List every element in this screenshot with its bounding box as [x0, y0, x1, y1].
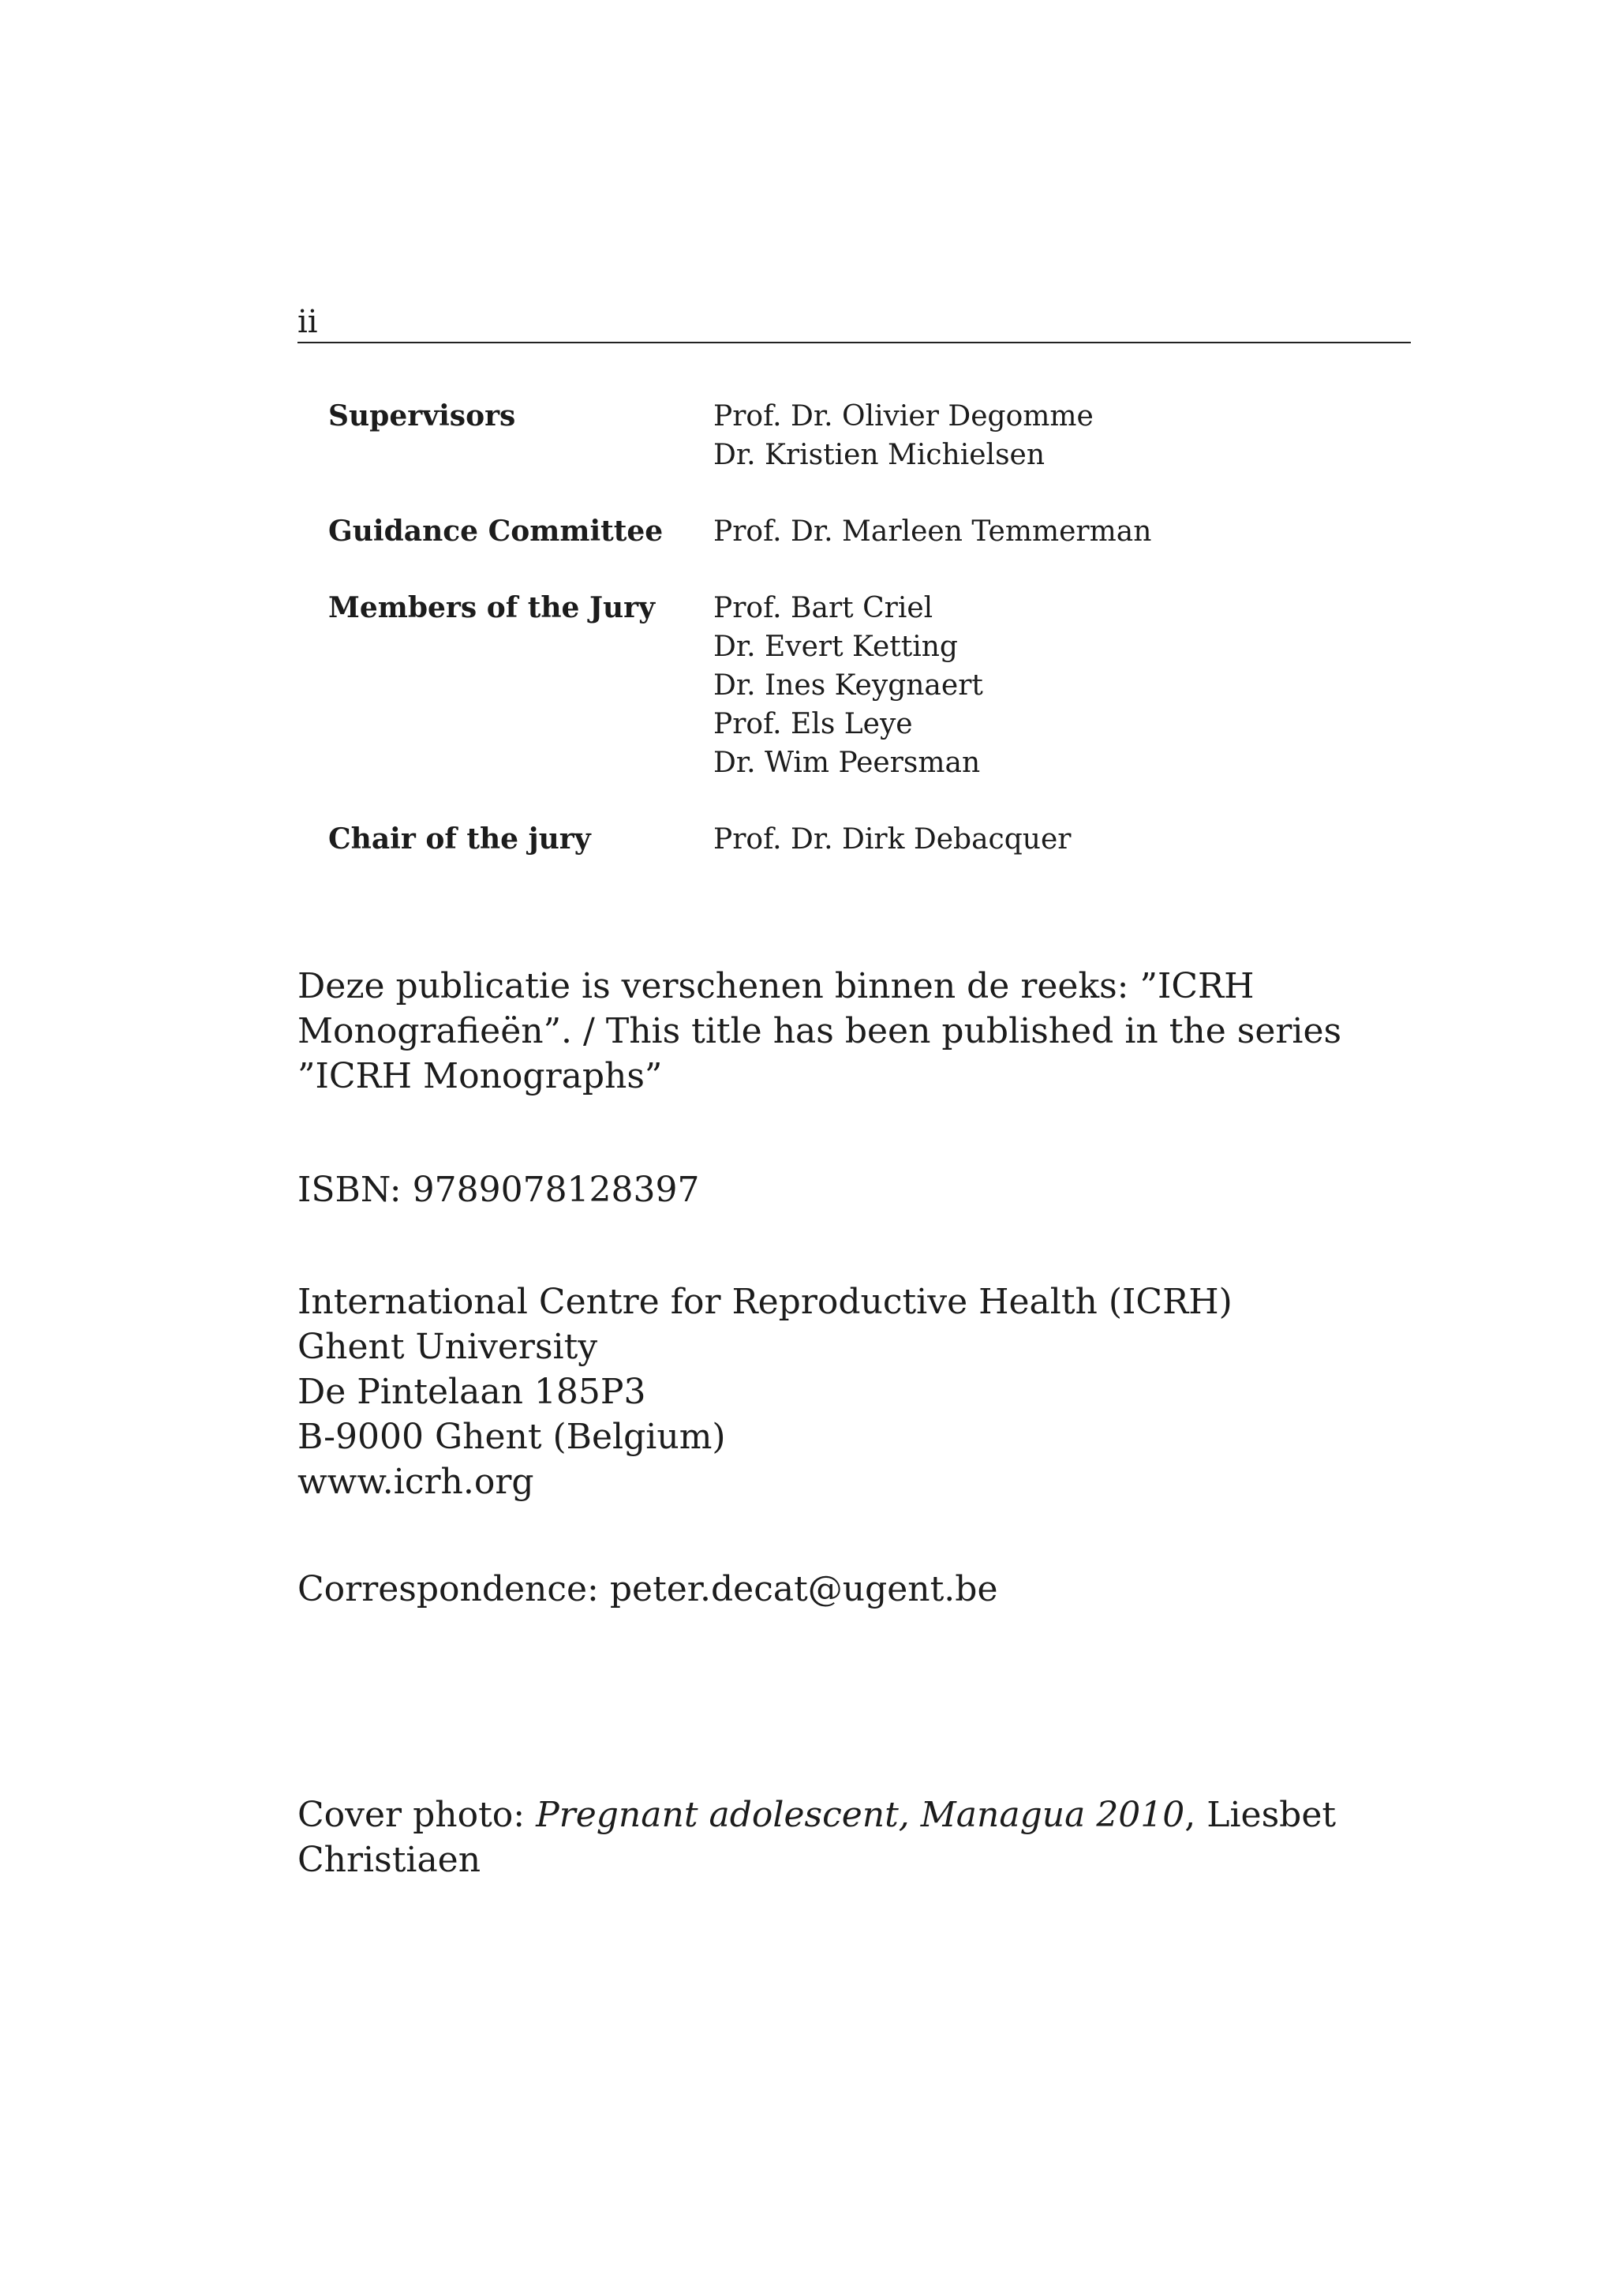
series-note-line: Monografieën”. / This title has been published in the series	[297, 1011, 1342, 1051]
person-name: Dr. Ines Keygnaert	[713, 669, 983, 702]
cover-photo-title: Pregnant adolescent, Managua 2010	[536, 1795, 1185, 1835]
person-name: Dr. Kristien Michielsen	[713, 439, 1046, 471]
role-row-jury-chair	[328, 820, 1393, 859]
website-link[interactable]: www.icrh.org	[297, 1462, 534, 1502]
publisher-address	[297, 1279, 1434, 1504]
role-row-jury-members	[328, 589, 1393, 782]
cover-photo-line	[297, 1792, 1434, 1837]
cover-photo-prefix: Cover photo:	[297, 1795, 537, 1835]
person-name: Dr. Evert Ketting	[713, 631, 958, 663]
person-name: Dr. Wim Peersman	[713, 747, 981, 779]
person-name: Prof. Els Leye	[713, 708, 913, 740]
address-line: Ghent University	[297, 1327, 598, 1367]
cover-photo-credit	[297, 1792, 1434, 1882]
cover-photo-photographer: Christiaen	[297, 1840, 481, 1880]
role-people	[713, 512, 1151, 551]
role-row-guidance-committee	[328, 512, 1393, 551]
header-rule	[297, 342, 1411, 343]
address-line: De Pintelaan 185P3	[297, 1372, 646, 1412]
person-name: Prof. Dr. Olivier Degomme	[713, 400, 1094, 433]
role-label: Supervisors	[328, 399, 516, 433]
person-name: Prof. Dr. Marleen Temmerman	[713, 515, 1152, 548]
role-label: Guidance Committee	[328, 515, 664, 548]
correspondence: Correspondence: peter.decat@ugent.be	[297, 1569, 998, 1609]
person-name: Prof. Bart Criel	[713, 592, 933, 624]
series-note-line: Deze publicatie is verschenen binnen de reeks: ”ICRH	[297, 966, 1255, 1006]
role-people	[713, 589, 983, 782]
cover-photo-suffix: , Liesbet	[1184, 1795, 1337, 1835]
role-label: Members of the Jury	[328, 591, 656, 624]
role-people	[713, 397, 1094, 474]
role-row-supervisors	[328, 397, 1393, 474]
person-name: Prof. Dr. Dirk Debacquer	[713, 823, 1072, 856]
series-note	[297, 964, 1434, 1099]
role-people	[713, 820, 1071, 859]
page-number: ii	[297, 304, 318, 340]
series-note-line: ”ICRH Monographs”	[297, 1056, 663, 1096]
address-line: B-9000 Ghent (Belgium)	[297, 1417, 726, 1457]
roles-table	[328, 397, 1393, 897]
role-label: Chair of the jury	[328, 822, 591, 856]
address-line: International Centre for Reproductive Health (ICRH)	[297, 1282, 1233, 1322]
isbn: ISBN: 9789078128397	[297, 1170, 700, 1210]
